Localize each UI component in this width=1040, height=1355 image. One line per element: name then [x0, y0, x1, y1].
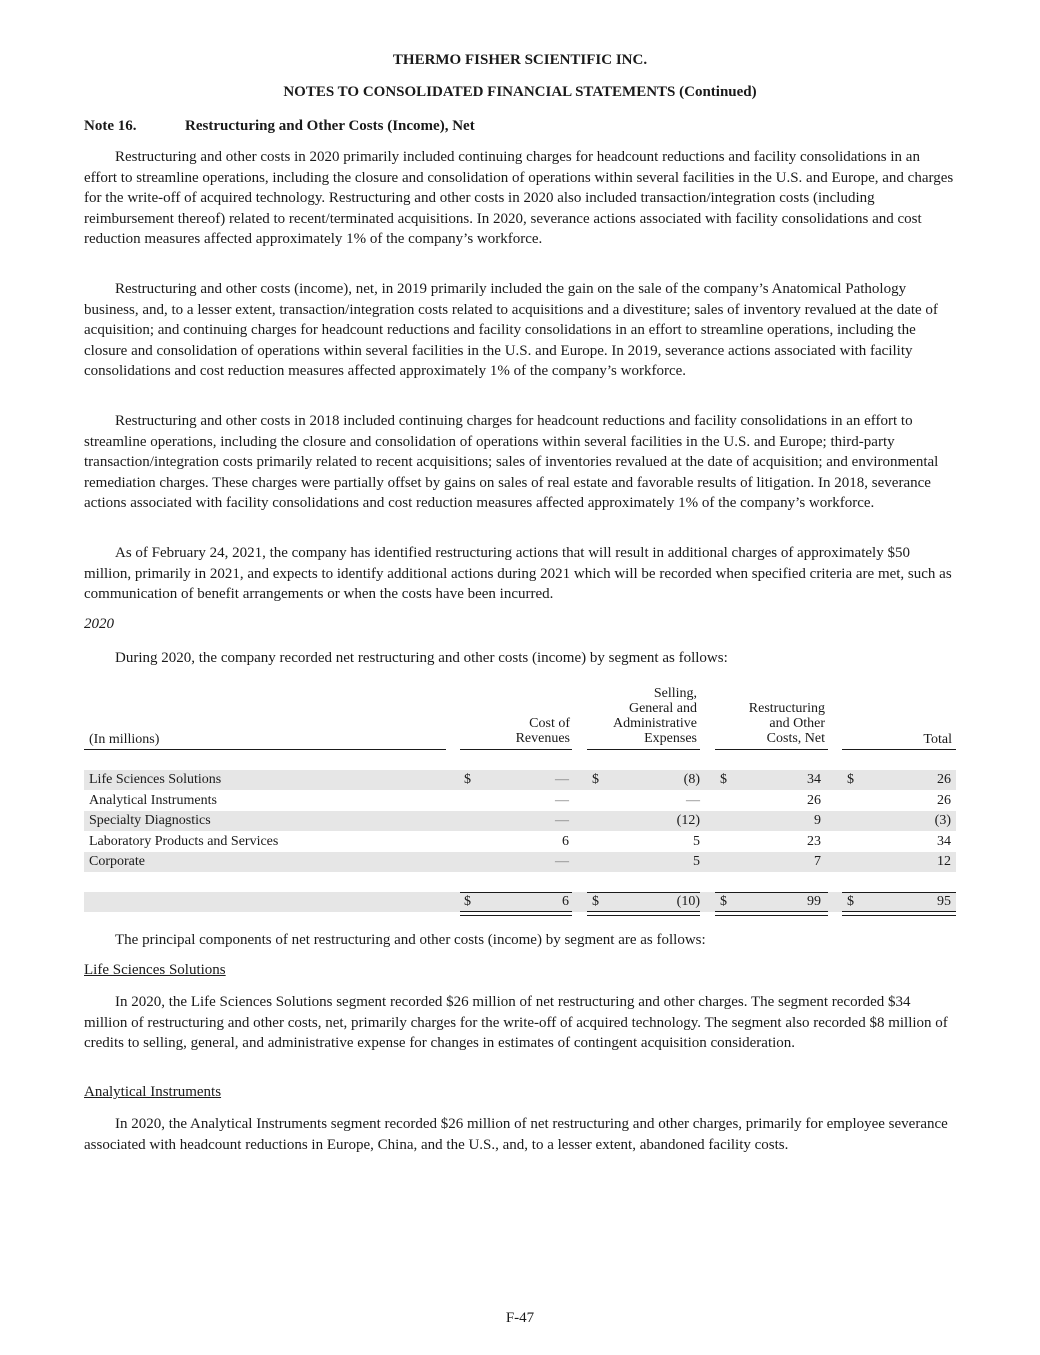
year-heading: 2020	[84, 616, 114, 632]
table-row	[84, 791, 956, 811]
paragraph-6: The principal components of net restructuring and other costs (income) by segment are as follows:	[115, 932, 706, 948]
cell-sga: 5	[693, 833, 700, 849]
currency-symbol: $	[464, 772, 471, 787]
table-row	[84, 770, 956, 790]
header-underline	[460, 749, 572, 750]
col-header-total: Total	[923, 732, 952, 747]
cell-total: 26	[937, 772, 951, 787]
company-header: THERMO FISHER SCIENTIFIC INC.	[392, 52, 648, 68]
page-number: F-47	[505, 1310, 535, 1326]
col-header-cost: Cost of Revenues	[515, 716, 570, 746]
cell-restr: 34	[807, 772, 821, 787]
cell-total: (3)	[934, 813, 951, 828]
header-underline	[842, 749, 956, 750]
cell-cost: —	[555, 854, 569, 869]
col-header-restructuring: Restructuring and Other Costs, Net	[748, 701, 825, 746]
cell-restr: 23	[807, 833, 821, 849]
note-title	[84, 118, 475, 135]
paragraph-7: In 2020, the Life Sciences Solutions segment recorded $26 million of net restructuring and other charges. The segment recorded $34 million of restructuring and other costs, net, primarily charges for the write-off of acquired technology. The segment also recorded $8 million of credits to selling, general, and administrative expense for changes in estimates of contingent acquisition consideration.	[84, 994, 948, 1051]
cell-total: 12	[937, 854, 951, 869]
row-label: Specialty Diagnostics	[89, 813, 211, 828]
notes-header: NOTES TO CONSOLIDATED FINANCIAL STATEMENTS (Continued)	[283, 84, 757, 100]
totals-row: $ 6 $ (10) $ 99 $ 95	[84, 892, 956, 912]
note-title-text: Restructuring and Other Costs (Income), Net	[185, 118, 475, 134]
cell-sga: 5	[693, 854, 700, 869]
cell-restr: 9	[814, 813, 821, 828]
paragraph-2: Restructuring and other costs (income), net, in 2019 primarily included the gain on the sale of the company’s Anatomical Pathology business, and, to a lesser extent, transaction/integration costs related to acquisitions and a divestiture; sales of inventory revalued at the date of acquisition; and continuing charges for headcount reductions and facility consolidations in an effort to streamline operations, including the closure and consolidation of operations within several facilities in the U.S. and Europe. In 2019, severance actions associated with facility consolidations and cost reduction measures affected approximately 1% of the company’s workforce.	[84, 281, 938, 379]
currency-symbol: $	[592, 772, 599, 787]
table-row	[84, 811, 956, 831]
section-heading-lss: Life Sciences Solutions	[84, 962, 226, 978]
paragraph-8: In 2020, the Analytical Instruments segment recorded $26 million of net restructuring and other charges, primarily for employee severance associated with headcount reductions in Europe, China, and the U.S., and, to a lesser extent, abandoned facility costs.	[84, 1116, 948, 1153]
cell-restr: 26	[807, 792, 821, 808]
units-label: (In millions)	[89, 732, 160, 747]
header-underline	[587, 749, 700, 750]
table-row	[84, 852, 956, 872]
cell-sga: —	[686, 792, 700, 808]
paragraph-5: During 2020, the company recorded net restructuring and other costs (income) by segment as follows:	[115, 650, 728, 666]
section-heading-ai: Analytical Instruments	[84, 1084, 222, 1100]
cell-cost: —	[555, 792, 569, 808]
header-underline	[715, 749, 828, 750]
cell-sga: (12)	[676, 813, 700, 828]
row-label: Analytical Instruments	[89, 792, 217, 808]
col-header-sga: Selling, General and Administrative Expenses	[613, 686, 697, 746]
cell-cost: —	[555, 772, 569, 787]
table-row	[84, 832, 956, 852]
currency-symbol: $	[847, 772, 854, 787]
paragraph-3: Restructuring and other costs in 2018 included continuing charges for headcount reductions and facility consolidations in an effort to streamline operations, including the closure and consolidation of operations within several facilities in the U.S. and Europe; third-party transaction/integration costs primarily related to recent acquisitions; sales of inventories revalued at the date of acquisition; and environmental remediation charges. These charges were partially offset by gains on sales of real estate and favorable results of litigation. In 2018, severance actions associated with facility consolidations and cost reduction measures affected approximately 1% of the company’s workforce.	[84, 413, 939, 511]
cell-cost: 6	[562, 833, 569, 849]
cell-total: 34	[937, 833, 951, 849]
paragraph-1: Restructuring and other costs in 2020 primarily included continuing charges for headcount reductions and facility consolidations in an effort to streamline operations, including the closure and consolidation of operations within several facilities in the U.S. and Europe, and charges for the write-off of acquired technology. Restructuring and other costs in 2020 also included transaction/integration costs (including reimbursement thereof) related to recent/terminated acquisitions. In 2020, severance actions associated with facility consolidations and cost reduction measures affected approximately 1% of the company’s workforce.	[84, 149, 954, 247]
row-label: Laboratory Products and Services	[89, 833, 279, 849]
cell-restr: 7	[814, 854, 821, 869]
currency-symbol: $	[720, 772, 727, 787]
note-number: Note 16.	[84, 118, 137, 134]
cell-total: 26	[937, 792, 951, 808]
cell-cost: —	[555, 813, 569, 828]
row-label: Life Sciences Solutions	[89, 772, 222, 787]
header-underline	[84, 749, 446, 750]
cell-sga: (8)	[683, 772, 700, 787]
paragraph-4: As of February 24, 2021, the company has identified restructuring actions that will result in additional charges of approximately $50 million, primarily in 2021, and expects to identify additional actions during 2021 which will be recorded when specified criteria are met, such as communication of benefit arrangements or when the costs have been incurred.	[84, 545, 952, 602]
row-label: Corporate	[89, 854, 145, 869]
